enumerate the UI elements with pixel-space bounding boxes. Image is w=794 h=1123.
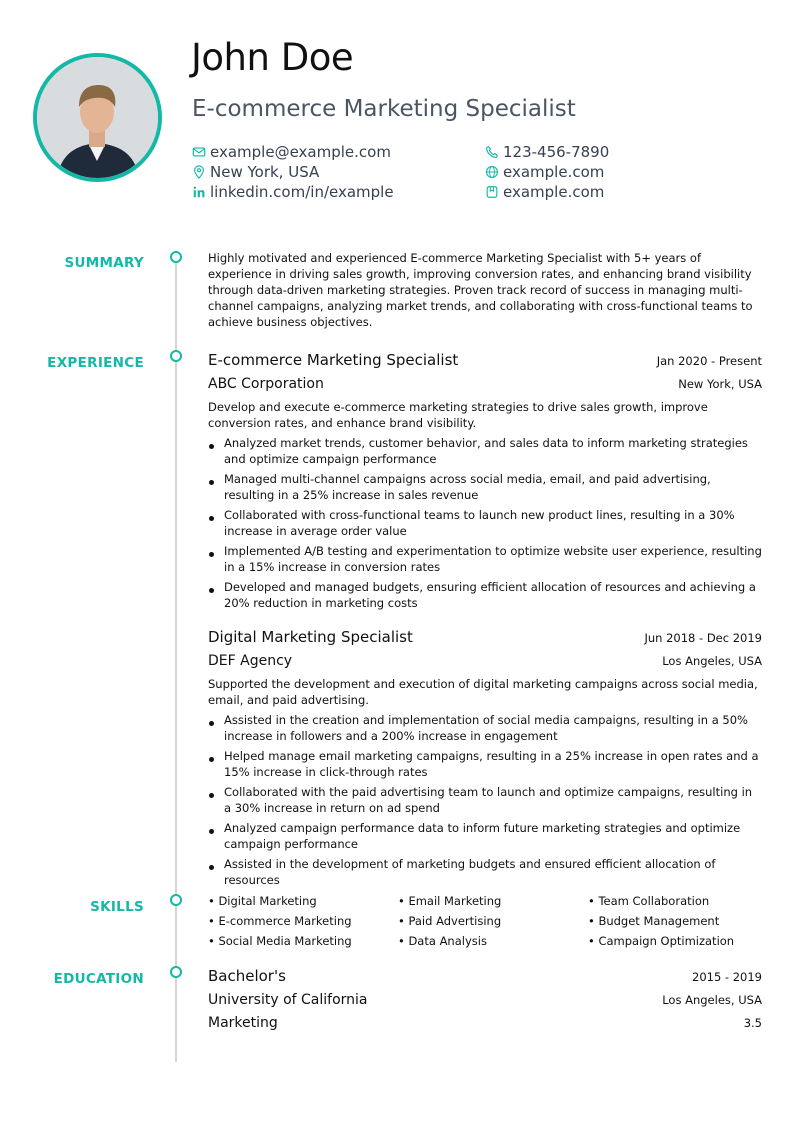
education-dates: 2015 - 2019	[692, 970, 762, 984]
job-location: New York, USA	[678, 377, 762, 391]
contact-portfolio[interactable]	[485, 183, 604, 201]
job-2-company-row	[208, 653, 762, 669]
skill-item: • Campaign Optimization	[588, 933, 768, 949]
skill-item: • Paid Advertising	[398, 913, 588, 929]
linkedin-icon	[192, 185, 206, 199]
timeline-dot-summary	[170, 251, 182, 263]
education-school: University of California	[208, 992, 368, 1008]
contact-website-text: example.com	[503, 163, 605, 181]
job-1-company-row	[208, 376, 762, 392]
section-heading-summary: SUMMARY	[64, 255, 144, 271]
profile-photo-illustration	[37, 57, 158, 178]
job-1-bullets	[208, 435, 762, 615]
list-item: Collaborated with the paid advertising team to launch and optimize campaigns, resulting in a 30% increase in return on ad spend	[208, 784, 762, 816]
job-location: Los Angeles, USA	[662, 654, 762, 668]
job-2-header	[208, 628, 762, 646]
contact-location-text: New York, USA	[210, 163, 320, 181]
section-heading-skills: SKILLS	[90, 899, 144, 915]
education-location: Los Angeles, USA	[662, 993, 762, 1007]
list-item: Analyzed market trends, customer behavior, and sales data to inform marketing strategies and optimize campaign performance	[208, 435, 762, 467]
education-gpa: 3.5	[743, 1016, 762, 1030]
skill-item: • Digital Marketing	[208, 893, 398, 909]
job-description: Develop and execute e-commerce marketing strategies to drive sales growth, improve conversion rates, and enhance brand visibility.	[208, 400, 708, 430]
job-dates: Jan 2020 - Present	[656, 354, 762, 368]
section-heading-experience: EXPERIENCE	[47, 355, 144, 371]
job-dates: Jun 2018 - Dec 2019	[644, 631, 762, 645]
contact-portfolio-text: example.com	[503, 183, 605, 201]
education-school-row	[208, 992, 762, 1008]
education-degree: Bachelor's	[208, 967, 286, 985]
list-item: Implemented A/B testing and experimentation to optimize website user experience, resulting in a 15% increase in conversion rates	[208, 543, 762, 575]
contact-email-text: example@example.com	[210, 143, 391, 161]
location-pin-icon	[192, 165, 206, 179]
summary-text: Highly motivated and experienced E-commerce Marketing Specialist with 5+ years of experience in driving sales growth, improving conversion rates, and enhancing brand visibility through data-driven marketing strategies. Proven track record of success in managing multi-channel campaigns, analyzing market trends, and collaborating with cross-functional teams to achieve business objectives.	[208, 251, 753, 329]
job-2-bullets	[208, 712, 762, 892]
contact-phone[interactable]	[485, 143, 609, 161]
list-item: Assisted in the creation and implementation of social media campaigns, resulting in a 50% increase in followers and a 200% increase in engagement	[208, 712, 762, 744]
education-header	[208, 967, 762, 985]
skill-item: • Budget Management	[588, 913, 768, 929]
job-description: Supported the development and execution of digital marketing campaigns across social media, email, and paid advertising.	[208, 677, 758, 707]
phone-icon	[485, 145, 499, 159]
education-field-row	[208, 1015, 762, 1031]
timeline-line	[175, 256, 177, 1062]
skill-item: • Social Media Marketing	[208, 933, 398, 949]
list-item: Managed multi-channel campaigns across social media, email, and paid advertising, resulting in a 25% increase in sales revenue	[208, 471, 762, 503]
list-item: Helped manage email marketing campaigns, resulting in a 25% increase in open rates and a 15% increase in click-through rates	[208, 748, 762, 780]
candidate-title: E-commerce Marketing Specialist	[192, 96, 576, 122]
timeline-dot-education	[170, 966, 182, 978]
contact-location	[192, 163, 319, 181]
list-item: Developed and managed budgets, ensuring efficient allocation of resources and achieving a 20% reduction in marketing costs	[208, 579, 762, 611]
candidate-name: John Doe	[191, 36, 354, 79]
skill-item: • Team Collaboration	[588, 893, 768, 909]
list-item: Analyzed campaign performance data to inform future marketing strategies and optimize campaign performance	[208, 820, 762, 852]
timeline-dot-experience	[170, 350, 182, 362]
job-title: Digital Marketing Specialist	[208, 628, 413, 646]
job-1-header	[208, 351, 762, 369]
list-item: Assisted in the development of marketing budgets and ensured efficient allocation of resources	[208, 856, 762, 888]
contact-phone-text: 123-456-7890	[503, 143, 610, 161]
contact-website[interactable]	[485, 163, 604, 181]
timeline-dot-skills	[170, 894, 182, 906]
globe-icon	[485, 165, 499, 179]
skill-item: • Email Marketing	[398, 893, 588, 909]
skills-grid	[208, 893, 768, 949]
bookmark-icon	[485, 185, 499, 199]
section-heading-education: EDUCATION	[53, 971, 144, 987]
skill-item: • E-commerce Marketing	[208, 913, 398, 929]
job-title: E-commerce Marketing Specialist	[208, 351, 459, 369]
profile-photo	[33, 53, 162, 182]
contact-linkedin[interactable]	[192, 183, 394, 201]
list-item: Collaborated with cross-functional teams to launch new product lines, resulting in a 30% increase in average order value	[208, 507, 762, 539]
contact-email[interactable]	[192, 143, 391, 161]
contact-linkedin-text: linkedin.com/in/example	[210, 183, 394, 201]
job-company: DEF Agency	[208, 653, 293, 669]
mail-icon	[192, 145, 206, 159]
education-field: Marketing	[208, 1015, 278, 1031]
job-company: ABC Corporation	[208, 376, 324, 392]
skill-item: • Data Analysis	[398, 933, 588, 949]
